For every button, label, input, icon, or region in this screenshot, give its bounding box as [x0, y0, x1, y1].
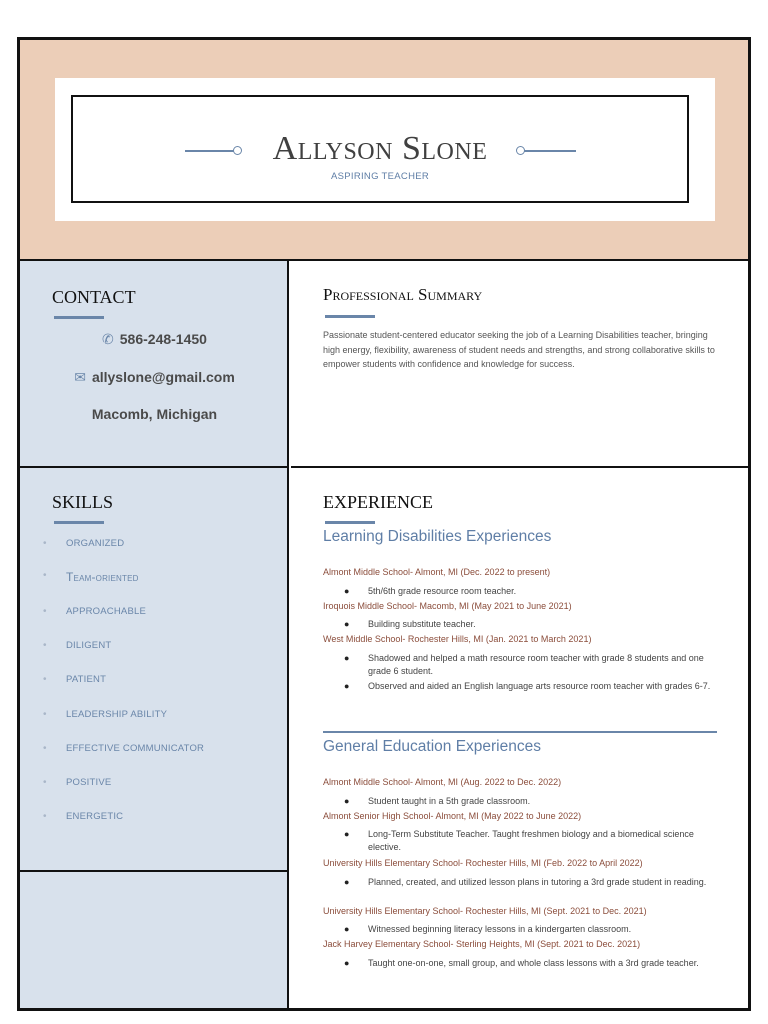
skill-item: • POSITIVE [43, 777, 112, 788]
bullet-icon: • [43, 709, 47, 720]
header-inner-panel [55, 78, 715, 221]
bullet-icon: ● [344, 619, 350, 629]
bullet-icon: ● [344, 796, 350, 806]
bullet-icon: ● [344, 877, 350, 887]
contact-location: Macomb, Michigan [91, 406, 218, 422]
bullet-icon: • [43, 743, 47, 754]
left-column [20, 261, 289, 1008]
general-education-heading: General Education Experiences [323, 738, 541, 755]
header-banner [20, 40, 748, 261]
bullet-icon: ● [344, 924, 350, 934]
skill-item: • Team-oriented [43, 570, 139, 584]
bullet-icon: ● [344, 681, 350, 691]
experience-bullet: ● Building substitute teacher. [344, 619, 476, 629]
experience-entry: Iroquois Middle School- Macomb, MI (May 2021 to June 2021) [323, 601, 572, 611]
resume-page [17, 37, 751, 1011]
summary-underline [325, 315, 375, 318]
skill-item: • PATIENT [43, 674, 107, 685]
skills-title: SKILLS [52, 492, 114, 512]
bullet-icon: ● [344, 829, 350, 839]
experience-bullet: ● Planned, created, and utilized lesson plans in tutoring a 3rd grade student in reading. [344, 877, 707, 887]
experience-bullet: ● Observed and aided an English language arts resource room teacher with grades 6-7. [344, 681, 711, 691]
experience-bullet: ● Student taught in a 5th grade classroom. [344, 796, 531, 806]
skill-item: • ENERGETIC [43, 811, 124, 822]
skill-item: • LEADERSHIP ABILITY [43, 709, 168, 720]
experience-title: EXPERIENCE [323, 492, 433, 512]
summary-title: Professional Summary [323, 285, 483, 304]
contact-email [20, 369, 289, 386]
email-address: allyslone@gmail.com [91, 369, 235, 385]
skill-item: • ORGANIZED [43, 538, 125, 549]
bullet-icon: • [43, 674, 47, 685]
bullet-icon: ● [344, 958, 350, 968]
section-separator-line [323, 731, 717, 733]
phone-icon: ✆ [102, 331, 114, 347]
experience-bullet: ● Shadowed and helped a math resource room teacher with grade 8 students and one grade 6 student. [344, 653, 704, 676]
experience-bullet: ● Witnessed beginning literacy lessons in a kindergarten classroom. [344, 924, 632, 934]
learning-disabilities-heading: Learning Disabilities Experiences [323, 528, 552, 545]
experience-entry: Jack Harvey Elementary School- Sterling Heights, MI (Sept. 2021 to Dec. 2021) [323, 939, 641, 949]
bullet-icon: • [43, 570, 47, 581]
bullet-icon: • [43, 777, 47, 788]
bullet-icon: ● [344, 586, 350, 596]
bullet-icon: • [43, 606, 47, 617]
bullet-icon: • [43, 640, 47, 651]
section-divider-right [291, 466, 748, 468]
skills-underline [54, 521, 104, 524]
experience-bullet: ● 5th/6th grade resource room teacher. [344, 586, 517, 596]
full-name: Allyson Slone [272, 130, 488, 167]
right-column [291, 261, 748, 1008]
name-box [71, 95, 689, 203]
experience-entry: University Hills Elementary School- Rochester Hills, MI (Feb. 2022 to April 2022) [323, 858, 643, 868]
bullet-icon: • [43, 811, 47, 822]
experience-entry: Almont Middle School- Almont, MI (Aug. 2022 to Dec. 2022) [323, 777, 562, 787]
contact-phone [20, 331, 289, 348]
experience-entry: West Middle School- Rochester Hills, MI (Jan. 2021 to March 2021) [323, 634, 592, 644]
bullet-icon: ● [344, 653, 350, 663]
experience-entry: Almont Senior High School- Almont, MI (May 2022 to June 2022) [323, 811, 582, 821]
section-divider-left-2 [20, 870, 289, 872]
experience-entry: University Hills Elementary School- Rochester Hills, MI (Sept. 2021 to Dec. 2021) [323, 906, 647, 916]
name-row [73, 131, 687, 167]
skill-item: • APPROACHABLE [43, 606, 147, 617]
bullet-icon: • [43, 538, 47, 549]
experience-entry: Almont Middle School- Almont, MI (Dec. 2022 to present) [323, 567, 551, 577]
skill-item: • DILIGENT [43, 640, 112, 651]
experience-bullet: ● Taught one-on-one, small group, and whole class lessons with a 3rd grade teacher. [344, 958, 699, 968]
contact-underline [54, 316, 104, 319]
decorative-line-right [524, 150, 576, 152]
job-title: ASPIRING TEACHER [330, 171, 430, 182]
skill-item: • EFFECTIVE COMMUNICATOR [43, 743, 205, 754]
experience-underline [325, 521, 375, 524]
section-divider-left-1 [20, 466, 289, 468]
contact-title: CONTACT [52, 287, 136, 307]
experience-bullet: ● Long-Term Substitute Teacher. Taught freshmen biology and a biomedical science elective. [344, 829, 694, 852]
summary-text: Passionate student-centered educator seeking the job of a Learning Disabilities teacher, bringing high energy, flexibility, awareness of student needs and strengths, and strong collaborative skills to empower students with confidence and knowledge for success. [323, 330, 715, 369]
phone-number: 586-248-1450 [119, 331, 207, 347]
envelope-icon: ✉ [74, 369, 86, 385]
